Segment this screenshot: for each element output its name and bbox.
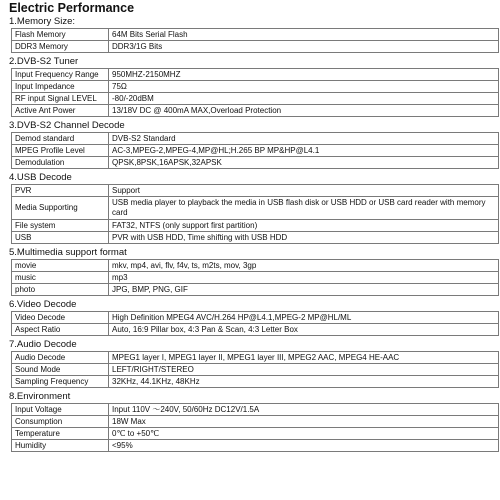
- table-row: [12, 324, 499, 336]
- table-row: [12, 376, 499, 388]
- table-row: [12, 416, 499, 428]
- spec-value: -80/-20dBM: [109, 93, 499, 105]
- table-row: [12, 220, 499, 232]
- table-row: [12, 157, 499, 169]
- spec-value: QPSK,8PSK,16APSK,32APSK: [109, 157, 499, 169]
- spec-label: Sampling Frequency: [12, 376, 109, 388]
- table-row: [12, 185, 499, 197]
- spec-label: Flash Memory: [12, 29, 109, 41]
- spec-value: 950MHZ-2150MHZ: [109, 69, 499, 81]
- spec-value: USB media player to playback the media in USB flash disk or USB HDD or USB card reader with memory card: [109, 197, 499, 220]
- table-row: [12, 284, 499, 296]
- spec-value: 0℃ to +50℃: [109, 428, 499, 440]
- table-row: [12, 260, 499, 272]
- spec-value: 64M Bits Serial Flash: [109, 29, 499, 41]
- spec-label: music: [12, 272, 109, 284]
- section-heading: 3.DVB-S2 Channel Decode: [9, 120, 125, 131]
- spec-label: photo: [12, 284, 109, 296]
- spec-table: [11, 259, 499, 296]
- spec-value: PVR with USB HDD, Time shifting with USB HDD: [109, 232, 499, 244]
- spec-label: Input Voltage: [12, 404, 109, 416]
- table-row: [12, 232, 499, 244]
- spec-document: [8, 1, 496, 455]
- spec-value: 32KHz, 44.1KHz, 48KHz: [109, 376, 499, 388]
- spec-table: [11, 28, 499, 53]
- spec-label: Media Supporting: [12, 197, 109, 220]
- spec-label: Demodulation: [12, 157, 109, 169]
- table-row: [12, 81, 499, 93]
- spec-label: Humidity: [12, 440, 109, 452]
- spec-label: Sound Mode: [12, 364, 109, 376]
- table-row: [12, 352, 499, 364]
- spec-value: 13/18V DC @ 400mA MAX,Overload Protection: [109, 105, 499, 117]
- spec-table: [11, 351, 499, 388]
- section-heading: 8.Environment: [9, 391, 71, 402]
- table-row: [12, 145, 499, 157]
- table-row: [12, 41, 499, 53]
- table-row: [12, 272, 499, 284]
- spec-label: movie: [12, 260, 109, 272]
- spec-label: MPEG Profile Level: [12, 145, 109, 157]
- table-row: [12, 404, 499, 416]
- spec-value: MPEG1 layer I, MPEG1 layer II, MPEG1 layer III, MPEG2 AAC, MPEG4 HE-AAC: [109, 352, 499, 364]
- section-heading: 4.USB Decode: [9, 172, 72, 183]
- spec-label: Video Decode: [12, 312, 109, 324]
- section-heading: 6.Video Decode: [9, 299, 77, 310]
- table-row: [12, 69, 499, 81]
- section-environment: [8, 391, 496, 452]
- section-heading: 5.Multimedia support format: [9, 247, 127, 258]
- section-usb-decode: [8, 172, 496, 244]
- spec-value: AC-3,MPEG-2,MPEG-4,MP@HL;H.265 BP MP&HP@L4.1: [109, 145, 499, 157]
- spec-label: Input Impedance: [12, 81, 109, 93]
- spec-label: RF input Signal LEVEL: [12, 93, 109, 105]
- table-row: [12, 93, 499, 105]
- spec-label: DDR3 Memory: [12, 41, 109, 53]
- spec-label: Active Ant Power: [12, 105, 109, 117]
- spec-label: Consumption: [12, 416, 109, 428]
- section-heading: 2.DVB-S2 Tuner: [9, 56, 79, 67]
- spec-value: <95%: [109, 440, 499, 452]
- spec-label: File system: [12, 220, 109, 232]
- spec-label: PVR: [12, 185, 109, 197]
- spec-table: [11, 184, 499, 244]
- table-row: [12, 312, 499, 324]
- section-heading: 7.Audio Decode: [9, 339, 77, 350]
- spec-label: Input Frequency Range: [12, 69, 109, 81]
- table-row: [12, 197, 499, 220]
- spec-value: DVB-S2 Standard: [109, 133, 499, 145]
- spec-table: [11, 403, 499, 452]
- spec-label: Demod standard: [12, 133, 109, 145]
- table-row: [12, 428, 499, 440]
- table-row: [12, 364, 499, 376]
- spec-table: [11, 68, 499, 117]
- spec-value: Input 110V ～240V, 50/60Hz DC12V/1.5A: [109, 404, 499, 416]
- section-memory-size: [8, 16, 496, 53]
- spec-value: Auto, 16:9 Pillar box, 4:3 Pan & Scan, 4:3 Letter Box: [109, 324, 499, 336]
- section-channel-decode: [8, 120, 496, 169]
- page-title: Electric Performance: [9, 1, 135, 15]
- spec-value: DDR3/1G Bits: [109, 41, 499, 53]
- spec-label: Temperature: [12, 428, 109, 440]
- spec-value: 18W Max: [109, 416, 499, 428]
- spec-value: High Definition MPEG4 AVC/H.264 HP@L4.1,MPEG-2 MP@HL/ML: [109, 312, 499, 324]
- spec-value: mkv, mp4, avi, flv, f4v, ts, m2ts, mov, 3gp: [109, 260, 499, 272]
- spec-value: FAT32, NTFS (only support first partition): [109, 220, 499, 232]
- section-heading: 1.Memory Size:: [9, 16, 75, 27]
- section-audio-decode: [8, 339, 496, 388]
- spec-table: [11, 132, 499, 169]
- spec-value: LEFT/RIGHT/STEREO: [109, 364, 499, 376]
- spec-value: mp3: [109, 272, 499, 284]
- spec-label: Aspect Ratio: [12, 324, 109, 336]
- section-video-decode: [8, 299, 496, 336]
- table-row: [12, 440, 499, 452]
- spec-value: JPG, BMP, PNG, GIF: [109, 284, 499, 296]
- spec-table: [11, 311, 499, 336]
- spec-label: Audio Decode: [12, 352, 109, 364]
- spec-value: Support: [109, 185, 499, 197]
- table-row: [12, 29, 499, 41]
- table-row: [12, 133, 499, 145]
- table-row: [12, 105, 499, 117]
- spec-label: USB: [12, 232, 109, 244]
- section-multimedia-format: [8, 247, 496, 296]
- section-dvb-s2-tuner: [8, 56, 496, 117]
- spec-value: 75Ω: [109, 81, 499, 93]
